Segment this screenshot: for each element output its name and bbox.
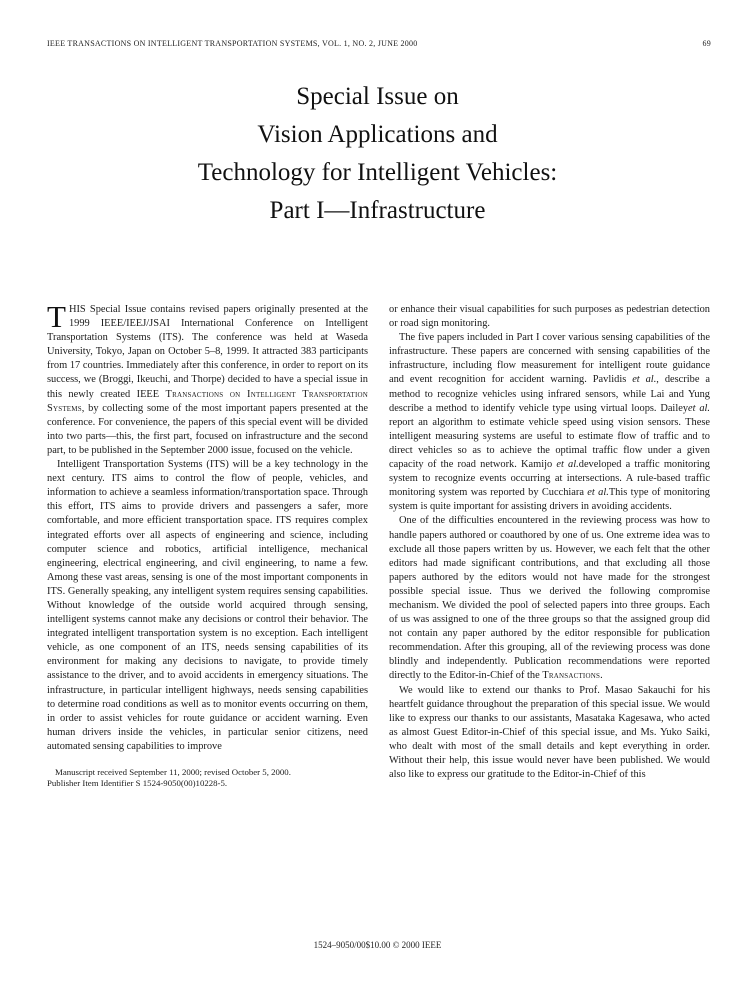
text-segment: Transactions [542,670,601,682]
page-number: 69 [702,39,711,48]
text-segment: Transactions on Intelligent Transportation Systems [47,388,368,414]
text-segment: Intelligent Transportation Systems (ITS) will be a key technology in the next century. ITS aims to control the flow of people, vehicles, and information to achieve a seamless information/transportation space. Through this effort, ITS aims to provide drivers and passengers a safer, more comfortable, and more efficient transportation space. ITS requires complex integrated efforts over all aspects of engineering and science, including computer science and robotics, artificial intelligence, mechanical engineering, electrical engineering, and civil engineering, to name a few. Among these vast areas, sensing is one of the most important components in ITS. Generally speaking, any intelligent system requires sensing capabilities. Without knowledge of the outside world acquired through sensing, intelligent systems cannot make any decisions or control their behavior. The integrated intelligent transportation system is no exception. Each intelligent vehicle, as one component of an ITS, needs sensing capabilities of its environment for making any decisions to navigate, to provide timely assistance to the driver, and to avoid accidents in emergency situations. The infrastructure, in particular intelligent highways, needs sensing capabilities to determine road conditions as well as to monitor events occurring on them, in order to assist vehicles for route guidance or accident warning. Even human drivers inside the vehicles, in particular senior citizens, need automated sensing capabilities to improve [47,459,368,752]
journal-line: IEEE TRANSACTIONS ON INTELLIGENT TRANSPORTATION SYSTEMS, VOL. 1, NO. 2, JUNE 2000 [47,39,418,48]
right-column [389,303,710,789]
title-line-3: Technology for Intelligent Vehicles: [197,159,558,186]
title-line-2: Vision Applications and [257,121,498,148]
text-segment: et al. [587,487,609,499]
text-segment: The five papers included in Part I cover various sensing capabilities of the infrastructure. These papers are concerned with sensing capabilities of the infrastructure, including flow measurement for intelligent route guidance and event recognition for accident warning. Pavlidis [389,332,710,386]
text-segment: et al. [632,374,657,386]
paragraph [47,299,368,458]
text-segment: , describe a method to recognize vehicles using infrared sensors, while Lai and Yung describe a method to identify vehicle type using virtual loops. Dailey [389,374,710,414]
text-segment: HIS Special Issue contains revised papers originally presented at the 1999 IEEE/IEEJ/JSAI International Conference on Intelligent Transportation Systems (ITS). The conference was held at Waseda University, Tokyo, Japan on October 5–8, 1999. It attracted 383 participants from 17 countries. Immediately after this conference, in order to report on its success, we (Broggi, Ikeuchi, and Thorpe) decided to have a special issue in this newly created IEEE [47,304,368,400]
text-segment: We would like to extend our thanks to Prof. Masao Sakauchi for his heartfelt guidance throughout the preparation of this special issue. We would like to express our thanks to our assistants, Masataka Kagesawa, who acted as almost Guest Editor-in-Chief of this special issue, and Ms. Yuko Saiki, who dealt with most of the small details and kept everything in order. Without their help, this issue would never have been published. We would also like to express our gratitude to the Editor-in-Chief of this [389,684,710,781]
text-segment: One of the difficulties encountered in the reviewing process was how to handle papers authored or coauthored by one of us. One extreme idea was to exclude all those papers written by us. However, we each felt that the other editors had made significant contributions, and that excluding all those papers authored by the editors would not have made for the strongest possible special issue. Thus we derived the following compromise mechanism. We divided the pool of selected papers into three groups. Each of us was assigned to one of the three groups so that the assigned group did not contain any paper authored by the editor responsible for publication recommendation. After this grouping, all of the reviewing process was done blindly and independently. Publication recommendations were reported directly to the Editor-in-Chief of the [389,515,710,682]
paragraph [47,458,368,754]
body-columns [47,299,710,789]
running-head [47,39,711,48]
footer-copyright: 1524–9050/00$10.00 © 2000 IEEE [313,940,442,950]
text-segment: developed a traffic monitoring system to recognize events occurring at intersections. A rule-based traffic monitoring system was reported by Cucchiara [389,459,710,499]
text-segment: report an algorithm to estimate vehicle speed using vision sensors. These intelligent measuring systems are useful to estimate flow of traffic and to direct vehicles so as to achieve the optimal traffic flow under a given capacity of the road network. Kamijo [389,416,710,471]
text-segment: , by collecting some of the most important papers presented at the conference. For convenience, the papers of this special event will be divided into two parts—this, the first part, focused on infrastructure and the second part, to be published in the September 2000 issue, focused on the vehicle. [47,402,368,456]
footnote [47,767,368,789]
text-segment: This type of monitoring system is quite important for assisting drivers in avoiding accidents. [389,487,710,513]
paragraph [389,684,710,783]
paragraph [389,514,710,683]
text-segment: . [600,670,603,682]
text-segment: et al. [688,402,710,414]
text-segment: or enhance their visual capabilities for such purposes as pedestrian detection or road sign monitoring. [389,304,710,330]
title-line-4: Part I—Infrastructure [269,197,486,224]
left-column [47,299,368,789]
article-title [0,78,755,230]
title-line-1: Special Issue on [296,83,459,110]
footnote-line: Manuscript received September 11, 2000; revised October 5, 2000. [55,767,291,777]
paragraph [389,303,710,331]
paragraph [389,331,710,514]
drop-cap: T [47,299,66,334]
footnote-line: Publisher Item Identifier S 1524-9050(00)10228-5. [47,778,228,789]
text-segment: et al. [556,459,579,471]
